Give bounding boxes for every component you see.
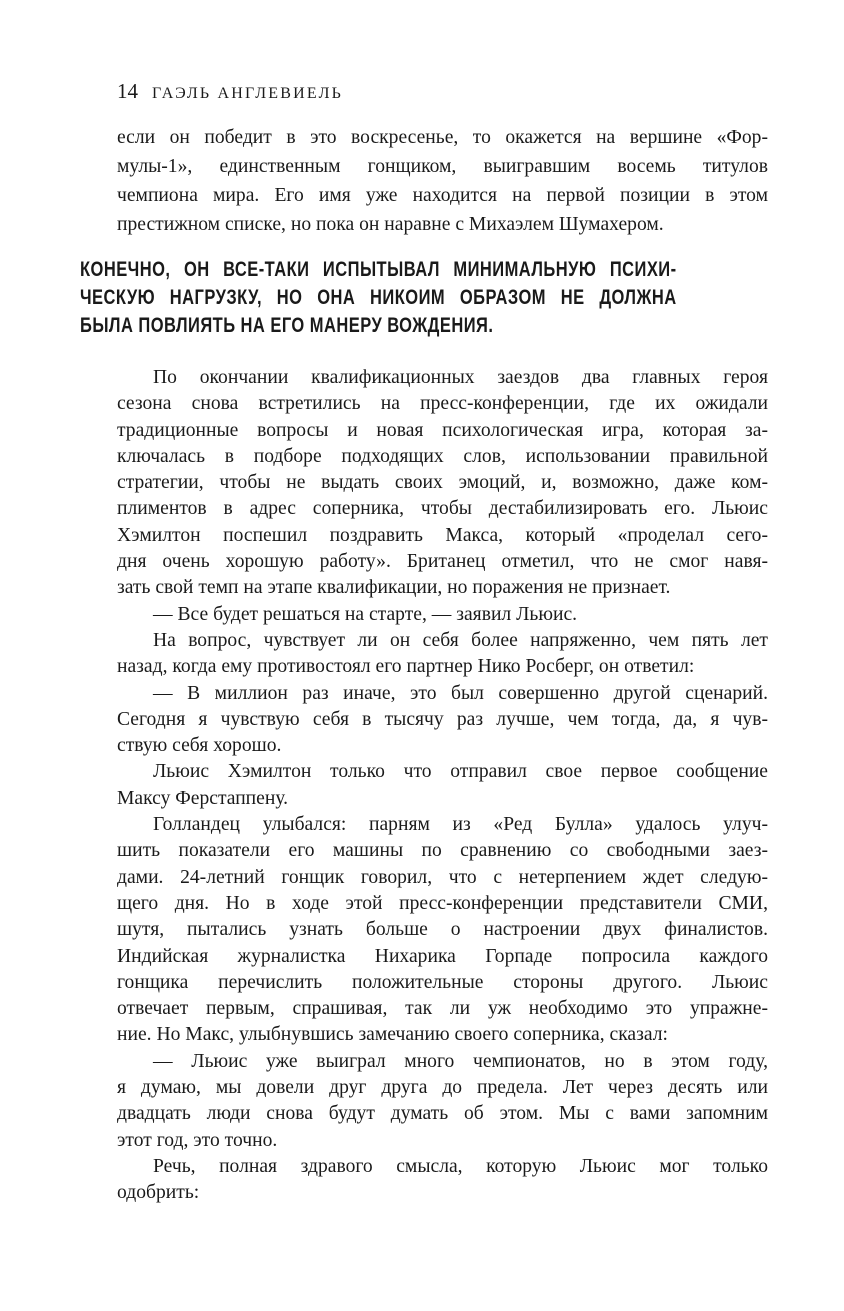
text-line: зать свой темп на этапе квалификации, но поражения не признает. <box>117 577 671 599</box>
paragraph <box>117 123 768 239</box>
text-line: отвечает первым, спрашивая, так ли уж необходимо это упражне- <box>117 998 768 1020</box>
paragraph <box>117 1049 768 1154</box>
text-line: Голландец улыбался: парням из «Ред Булла» удалось улуч- <box>153 814 768 836</box>
pull-quote <box>80 256 677 340</box>
text-line: традиционные вопросы и новая психологическая игра, которая за- <box>117 419 768 441</box>
text-line: плиментов в адрес соперника, чтобы дестабилизировать его. Льюис <box>117 498 768 520</box>
pull-quote-line: КОНЕЧНО, ОН ВСЕ-ТАКИ ИСПЫТЫВАЛ МИНИМАЛЬНУЮ ПСИХИ- <box>80 258 677 281</box>
text-line: стратегии, чтобы не выдать своих эмоций, и, возможно, даже ком- <box>117 472 768 494</box>
text-line: чемпиона мира. Его имя уже находится на первой позиции в этом <box>117 185 768 206</box>
paragraph <box>117 759 768 812</box>
text-line: ключалась в подборе подходящих слов, использовании правильной <box>117 445 768 467</box>
text-line: На вопрос, чувствует ли он себя более напряженно, чем пять лет <box>153 629 768 651</box>
text-line: этот год, это точно. <box>117 1129 278 1151</box>
paragraph <box>117 681 768 760</box>
page-number: 14 <box>117 79 138 103</box>
paragraph <box>117 602 768 628</box>
intro-text <box>117 123 768 239</box>
text-line: сезона снова встретились на пресс-конференции, где их ожидали <box>117 393 768 415</box>
pull-quote-line: БЫЛА ПОВЛИЯТЬ НА ЕГО МАНЕРУ ВОЖДЕНИЯ. <box>80 314 494 337</box>
text-line: одобрить: <box>117 1182 200 1204</box>
text-line: Речь, полная здравого смысла, которую Льюис мог только <box>153 1155 768 1177</box>
text-line: шутя, пытались узнать больше о настроении двух финалистов. <box>117 919 768 941</box>
paragraph <box>117 365 768 602</box>
text-line: Индийская журналистка Нихарика Горпаде попросила каждого <box>117 945 768 967</box>
text-line: Хэмилтон поспешил поздравить Макса, который «проделал сего- <box>117 524 768 546</box>
text-line: — В миллион раз иначе, это был совершенно другой сценарий. <box>153 682 768 704</box>
paragraph <box>117 628 768 681</box>
text-line: гонщика перечислить положительные стороны другого. Льюис <box>117 971 768 993</box>
text-line: — Льюис уже выиграл много чемпионатов, но в этом году, <box>153 1050 768 1072</box>
body-text <box>117 365 768 1207</box>
text-line: По окончании квалификационных заездов два главных героя <box>153 367 768 388</box>
text-line: дами. 24-летний гонщик говорил, что с нетерпением ждет следую- <box>117 866 768 888</box>
text-line: шить показатели его машины по сравнению со свободными заез- <box>117 840 768 862</box>
text-line: двадцать люди снова будут думать об этом. Мы с вами запомним <box>117 1103 768 1125</box>
text-line: — Все будет решаться на старте, — заявил Льюис. <box>153 603 578 625</box>
text-line: назад, когда ему противостоял его партнер Нико Росберг, он ответил: <box>117 656 695 678</box>
text-line: Сегодня я чувствую себя в тысячу раз лучше, чем тогда, да, я чув- <box>117 708 768 730</box>
text-line: я думаю, мы довели друг друга до предела. Лет через десять или <box>117 1077 768 1099</box>
text-line: престижном списке, но пока он наравне с Михаэлем Шумахером. <box>117 214 664 235</box>
text-line: ствую себя хорошо. <box>117 735 282 757</box>
running-head <box>117 79 343 104</box>
text-line: если он победит в это воскресенье, то окажется на вершине «Фор- <box>117 127 768 148</box>
paragraph <box>117 1154 768 1207</box>
text-line: щего дня. Но в ходе этой пресс-конференции представители СМИ, <box>117 892 768 914</box>
text-line: Максу Ферстаппену. <box>117 787 289 809</box>
author-name: ГАЭЛЬ АНГЛЕВИЕЛЬ <box>152 85 344 102</box>
text-line: Льюис Хэмилтон только что отправил свое первое сообщение <box>153 761 768 783</box>
text-line: дня очень хорошую работу». Британец отметил, что не смог навя- <box>117 551 768 573</box>
text-line: мулы-1», единственным гонщиком, выигравшим восемь титулов <box>117 156 768 177</box>
paragraph <box>117 812 768 1049</box>
text-line: ние. Но Макс, улыбнувшись замечанию своего соперника, сказал: <box>117 1024 668 1046</box>
pull-quote-line: ЧЕСКУЮ НАГРУЗКУ, НО ОНА НИКОИМ ОБРАЗОМ НЕ ДОЛЖНА <box>80 286 677 309</box>
